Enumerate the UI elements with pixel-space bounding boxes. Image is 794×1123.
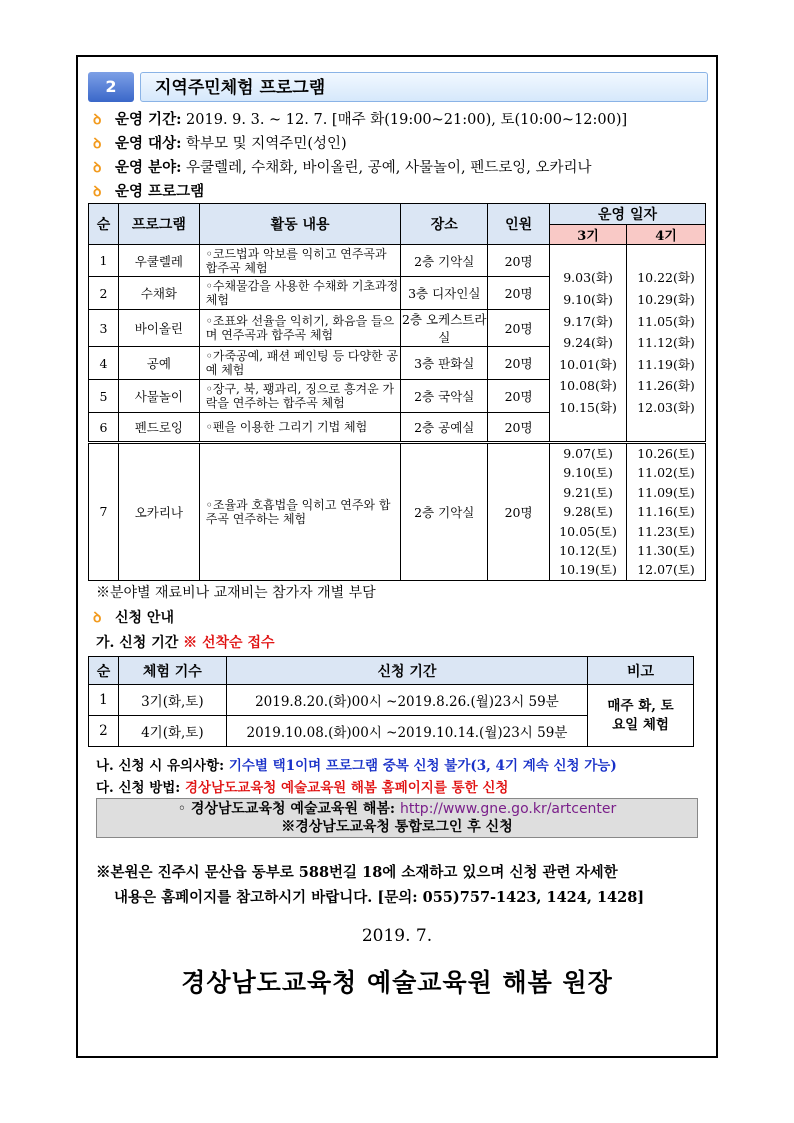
col-header-term: 체험 기수 [118,657,226,685]
table-row: 1 3기(화,토) 2019.8.20.(화)00시 ~2019.8.26.(월)23시 59분 매주 화, 토요일 체험 [89,685,694,716]
apply-period-heading: 가. 신청 기간 ※ 선착순 접수 [96,635,275,651]
date-item: 9.07(토) [563,446,613,461]
table-row: 5 사물놀이 ◦장구, 북, 꽹과리, 징으로 흥겨운 가락을 연주하는 합주곡 체험 2층 국악실 20명 [89,380,706,413]
website-box: ◦ 경상남도교육청 예술교육원 해봄: http://www.gne.go.kr/artcenter ※경상남도교육청 통합로그인 후 신청 [96,798,698,838]
info-program: ꝺ 운영 프로그램 [93,183,205,200]
col-header-people: 인원 [488,204,550,245]
col-header-no: 순 [89,204,119,245]
remark-cell: 매주 화, 토요일 체험 [588,685,694,747]
method-line: 다. 신청 방법: 경상남도교육청 예술교육원 해봄 홈페이지를 통한 신청 [96,780,509,796]
date-item: 10.05(토) [559,523,617,539]
tuesday-dates-term3 [550,245,627,443]
date-item: 11.09(토) [637,484,695,500]
info-target: ꝺ 운영 대상: 학부모 및 지역주민(성인) [93,135,347,152]
caution-line: 나. 신청 시 유의사항: 기수별 택1이며 프로그램 중복 신청 불가(3, 4기 계속 신청 가능) [96,758,617,774]
col-header-remark: 비고 [588,657,694,685]
leaf-bullet-icon: ꝺ [93,610,102,626]
col-header-dates: 운영 일자 [550,204,706,225]
date-item: 10.26(토) [637,446,695,461]
date-item: 11.02(토) [637,465,695,481]
date-item: 9.03(화) [563,270,613,286]
login-note: ※경상남도교육청 통합로그인 후 신청 [281,819,513,835]
date-item: 11.23(토) [637,523,695,539]
footer-note: ※본원은 진주시 문산읍 동부로 588번길 18에 소재하고 있으며 신청 관련 자세한 내용은 홈페이지를 참고하시기 바랍니다. [문의: 055)757-1423, 1424, 1428] [96,864,645,906]
date-item: 10.15(화) [559,399,617,415]
date-item: 9.10(화) [563,292,613,308]
date-item: 10.22(화) [637,270,695,286]
col-header-activity: 활동 내용 [199,204,401,245]
signature: 경상남도교육청 예술교육원 해봄 원장 [181,968,613,997]
col-header-program: 프로그램 [118,204,199,245]
table-row: 4 공예 ◦가죽공예, 패션 페인팅 등 다양한 공예 체험 3층 판화실 20명 [89,347,706,380]
cost-note: ※분야별 재료비나 교재비는 참가자 개별 부담 [96,585,376,601]
table-row: 2 4기(화,토) 2019.10.08.(화)00시 ~2019.10.14.(월)23시 59분 [89,716,694,747]
date-item: 10.29(화) [637,292,695,308]
issue-date: 2019. 7. [361,926,433,946]
date-item: 9.10(토) [563,465,613,481]
date-item: 11.30(토) [637,543,695,559]
date-item: 12.03(화) [637,399,695,415]
leaf-bullet-icon: ꝺ [93,112,102,128]
date-item: 10.01(화) [559,356,617,372]
col-header-term4: 4기 [627,225,706,245]
date-item: 10.19(토) [559,562,617,578]
date-item: 9.17(화) [563,313,613,329]
saturday-dates-term4 [627,443,706,581]
date-item: 11.19(화) [637,356,695,372]
date-item: 9.21(토) [563,484,613,500]
table-row: 7 오카리나 ◦조율과 호흡법을 익히고 연주와 합주곡 연주하는 체험 2층 기악실 20명 9.07(토) 9.10(토) 9.21(토) 9.28(토) 10.05(토) 10.12(토) 10.19(토) 10.26(토) 11.02(토) 11.09(토) 11.16(토) 11.23(토) 11.30(토) 12.07(토) [89,443,706,581]
tuesday-dates-term4 [627,245,706,443]
leaf-bullet-icon: ꝺ [93,184,102,200]
date-item: 9.28(토) [563,504,613,520]
leaf-bullet-icon: ꝺ [93,136,102,152]
apply-table [88,656,694,747]
table-row: 1 우쿨렐레 ◦코드법과 악보를 익히고 연주곡과 합주곡 체험 2층 기악실 20명 9.03(화) 9.10(화) 9.17(화) 9.24(화) 10.01(화) 10.08(화) 10.15(화) 10.22(화) 10.29(화) 11.05(화) 11.12(화) 11.19(화) 11.26(화) 12.03(화) [89,245,706,277]
date-item: 11.16(토) [637,504,695,520]
table-row: 3 바이올린 ◦조표와 선율을 익히기, 화음을 들으며 연주곡과 합주곡 체험 2층 오케스트라실 20명 [89,310,706,347]
table-row: 2 수채화 ◦수채물감을 사용한 수채화 기초과정 체험 3층 디자인실 20명 [89,277,706,310]
col-header-term3: 3기 [550,225,627,245]
section-title: 지역주민체험 프로그램 [140,72,708,102]
col-header-no: 순 [89,657,119,685]
date-item: 10.08(화) [559,378,617,394]
saturday-dates-term3 [550,443,627,581]
table-row: 6 펜드로잉 ◦펜을 이용한 그리기 기법 체험 2층 공예실 20명 [89,413,706,443]
date-item: 11.26(화) [637,378,695,394]
col-header-period: 신청 기간 [226,657,587,685]
program-table [88,203,706,581]
date-item: 10.12(토) [559,543,617,559]
date-item: 12.07(토) [637,562,695,578]
website-link[interactable]: http://www.gne.go.kr/artcenter [399,801,617,817]
col-header-place: 장소 [401,204,488,245]
info-period: ꝺ 운영 기간: 2019. 9. 3. ~ 12. 7. [매주 화(19:00~21:00), 토(10:00~12:00)] [93,111,628,128]
leaf-bullet-icon: ꝺ [93,160,102,176]
date-item: 9.24(화) [563,335,613,351]
apply-title: ꝺ 신청 안내 [93,610,174,626]
date-item: 11.05(화) [637,313,695,329]
info-field: ꝺ 운영 분야: 우쿨렐레, 수채화, 바이올린, 공예, 사물놀이, 펜드로잉, 오카리나 [93,159,592,176]
date-item: 11.12(화) [637,335,695,351]
section-header [88,72,708,102]
section-number: 2 [88,72,134,102]
